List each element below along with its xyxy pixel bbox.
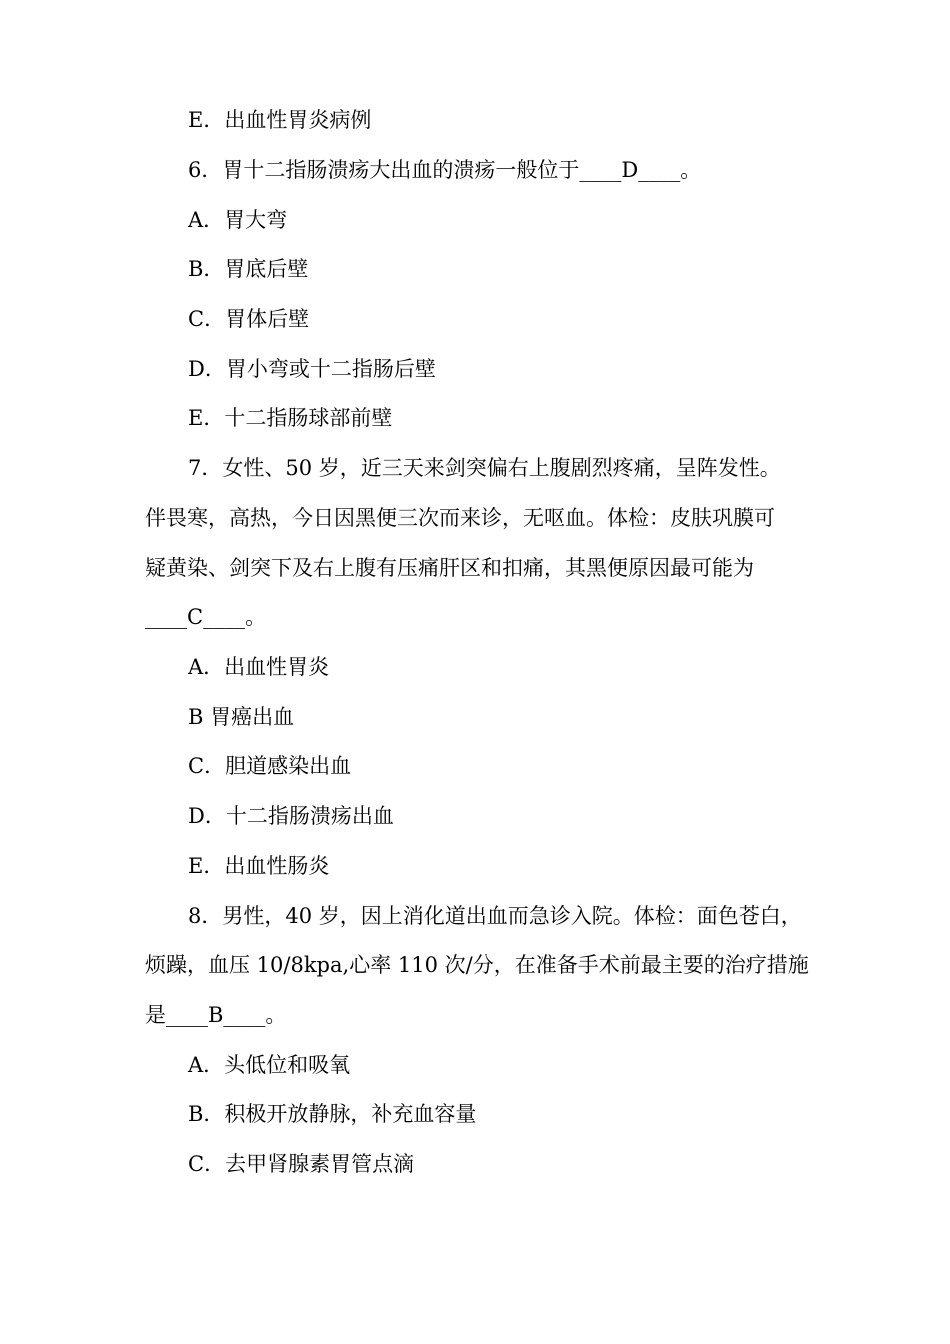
option-7a: A．出血性胃炎 <box>188 655 330 679</box>
option-7c: C．胆道感染出血 <box>188 754 352 778</box>
option-7e: E．出血性肠炎 <box>188 854 330 878</box>
question-8-line-3: 是____B____。 <box>145 1003 287 1027</box>
question-7-line-2: 伴畏寒，高热，今日因黑便三次而来诊，无呕血。体检：皮肤巩膜可 <box>145 506 775 530</box>
option-5e: E．出血性胃炎病例 <box>188 108 372 132</box>
question-6: 6．胃十二指肠溃疡大出血的溃疡一般位于____D____。 <box>188 158 702 182</box>
option-7d: D．十二指肠溃疡出血 <box>188 804 394 828</box>
option-6b: B．胃底后壁 <box>188 257 309 281</box>
question-7-line-1: 7．女性、50 岁，近三天来剑突偏右上腹剧烈疼痛，呈阵发性。 <box>188 456 781 480</box>
option-6e: E．十二指肠球部前壁 <box>188 406 393 430</box>
option-7b: B 胃癌出血 <box>188 705 295 729</box>
question-8-line-1: 8．男性，40 岁，因上消化道出血而急诊入院。体检：面色苍白， <box>188 904 802 928</box>
option-8a: A．头低位和吸氧 <box>188 1053 351 1077</box>
question-7-line-4: ____C____。 <box>145 605 267 629</box>
option-8c: C．去甲肾腺素胃管点滴 <box>188 1152 415 1176</box>
option-6d: D．胃小弯或十二指肠后壁 <box>188 357 436 381</box>
option-6a: A．胃大弯 <box>188 208 288 232</box>
question-8-line-2: 烦躁，血压 10/8kpa,心率 110 次/分，在准备手术前最主要的治疗措施 <box>145 953 809 977</box>
option-6c: C．胃体后壁 <box>188 307 310 331</box>
option-8b: B．积极开放静脉，补充血容量 <box>188 1102 477 1126</box>
question-7-line-3: 疑黄染、剑突下及右上腹有压痛肝区和扣痛，其黑便原因最可能为 <box>145 556 754 580</box>
